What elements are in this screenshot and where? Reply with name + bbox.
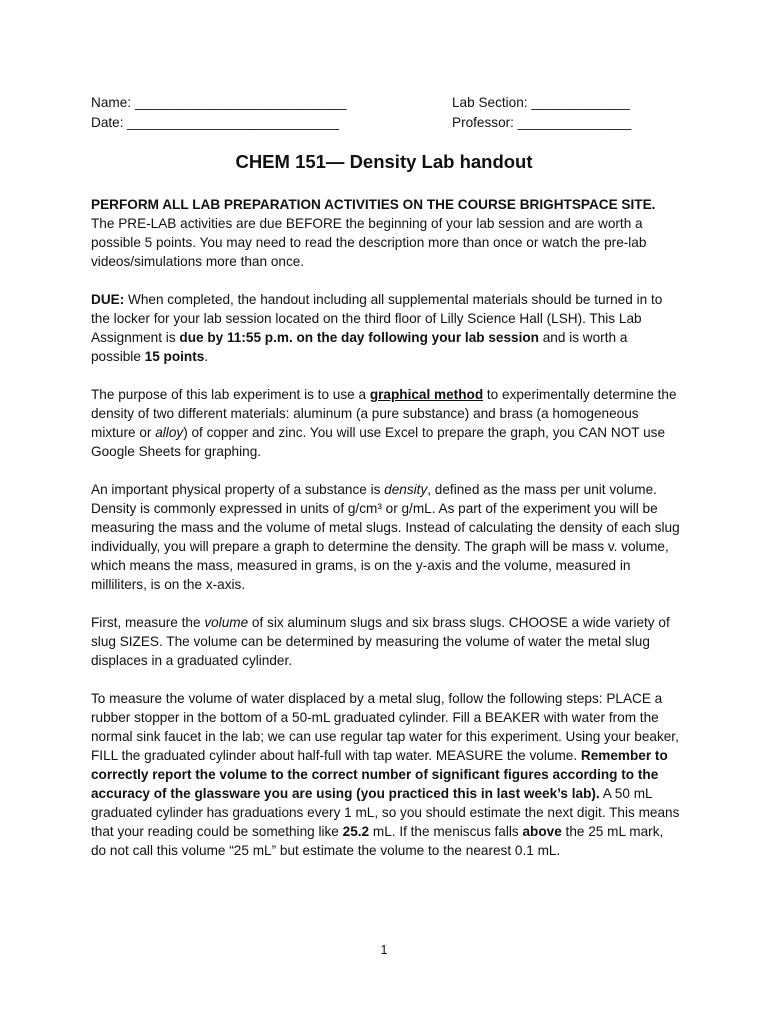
- graphical-method-term: graphical method: [369, 387, 484, 402]
- density-term: density: [384, 482, 428, 497]
- first-text-2: of six aluminum slugs and six brass slugs. CHOOSE a wide variety of slug SIZES. The volume can be determined by measuring the volume of water the metal slug displaces in a graduated cylinder.: [91, 615, 670, 668]
- due-label: DUE:: [91, 292, 125, 307]
- measure-text-3: mL. If the meniscus falls: [369, 824, 523, 839]
- measure-paragraph: [91, 689, 681, 860]
- purpose-text-1: The purpose of this lab experiment is to use a: [91, 387, 370, 402]
- due-points: 15 points: [144, 349, 205, 364]
- alloy-term: alloy: [155, 425, 184, 440]
- due-end: .: [204, 349, 209, 364]
- purpose-text-2: to experimentally determine the density of two different materials: aluminum (a pure substance) and brass (a homogeneous mixture or: [91, 387, 677, 440]
- due-paragraph: [91, 290, 681, 366]
- density-text-2: , defined as the mass per unit volume. Density is commonly expressed in units of g/cm³ or g/mL. As part of the experiment you will be measuring the mass and the volume of metal slugs. Instead of calculating the density of each slug individually, you will prepare a graph to determine the density. The graph will be mass v. volume, which means the mass, measured in grams, is on the y-axis and the volume, measured in milliliters, is on the x-axis.: [91, 482, 680, 592]
- purpose-paragraph: [91, 385, 681, 461]
- due-deadline: due by 11:55 p.m. on the day following your lab session: [179, 330, 539, 345]
- professor-field-line: Professor: _______________: [452, 115, 632, 130]
- date-field-line: Date: ____________________________: [91, 115, 339, 130]
- lab-section-field-line: Lab Section: _____________: [452, 95, 630, 110]
- due-text-1: When completed, the handout including all supplemental materials should be turned in to the locker for your lab session located on the third floor of Lilly Science Hall (LSH). This Lab Assignment is: [91, 292, 663, 345]
- due-text-2: and is worth a possible: [91, 330, 628, 364]
- purpose-text-3: ) of copper and zinc. You will use Excel to prepare the graph, you CAN NOT use Google Sheets for graphing.: [91, 425, 666, 459]
- sig-fig-reminder: Remember to correctly report the volume to the correct number of significant figures according to the accuracy of the glassware you are using (you practiced this in last week’s lab).: [91, 748, 668, 801]
- volume-term: volume: [204, 615, 249, 630]
- measure-text-1: To measure the volume of water displaced by a metal slug, follow the following steps: PLACE a rubber stopper in the bottom of a 50-mL graduated cylinder. Fill a BEAKER with water from the normal sink faucet in the lab; we can use regular tap water for this experiment. Using your beaker, FILL the graduated cylinder about half-full with tap water. MEASURE the volume.: [91, 691, 679, 763]
- first-step-paragraph: [91, 613, 681, 670]
- intro-text: The PRE-LAB activities are due BEFORE the beginning of your lab session and are worth a possible 5 points. You may need to read the description more than once or watch the pre-lab videos/simulations more than once.: [91, 216, 647, 269]
- measure-text-2: A 50 mL graduated cylinder has graduations every 1 mL, so you should estimate the next digit. This means that your reading could be something like: [91, 786, 680, 839]
- page-number: 1: [380, 943, 388, 957]
- example-reading: 25.2: [342, 824, 370, 839]
- document-body: [91, 195, 681, 860]
- above-term: above: [522, 824, 562, 839]
- measure-text-4: the 25 mL mark, do not call this volume “25 mL” but estimate the volume to the nearest 0.1 mL.: [91, 824, 664, 858]
- intro-paragraph: [91, 195, 681, 271]
- density-paragraph: [91, 480, 681, 594]
- intro-heading: PERFORM ALL LAB PREPARATION ACTIVITIES ON THE COURSE BRIGHTSPACE SITE.: [91, 197, 656, 212]
- document-title: CHEM 151— Density Lab handout: [235, 151, 533, 172]
- name-field-line: Name: ____________________________: [91, 95, 347, 110]
- first-text-1: First, measure the: [91, 615, 205, 630]
- density-text-1: An important physical property of a substance is: [91, 482, 385, 497]
